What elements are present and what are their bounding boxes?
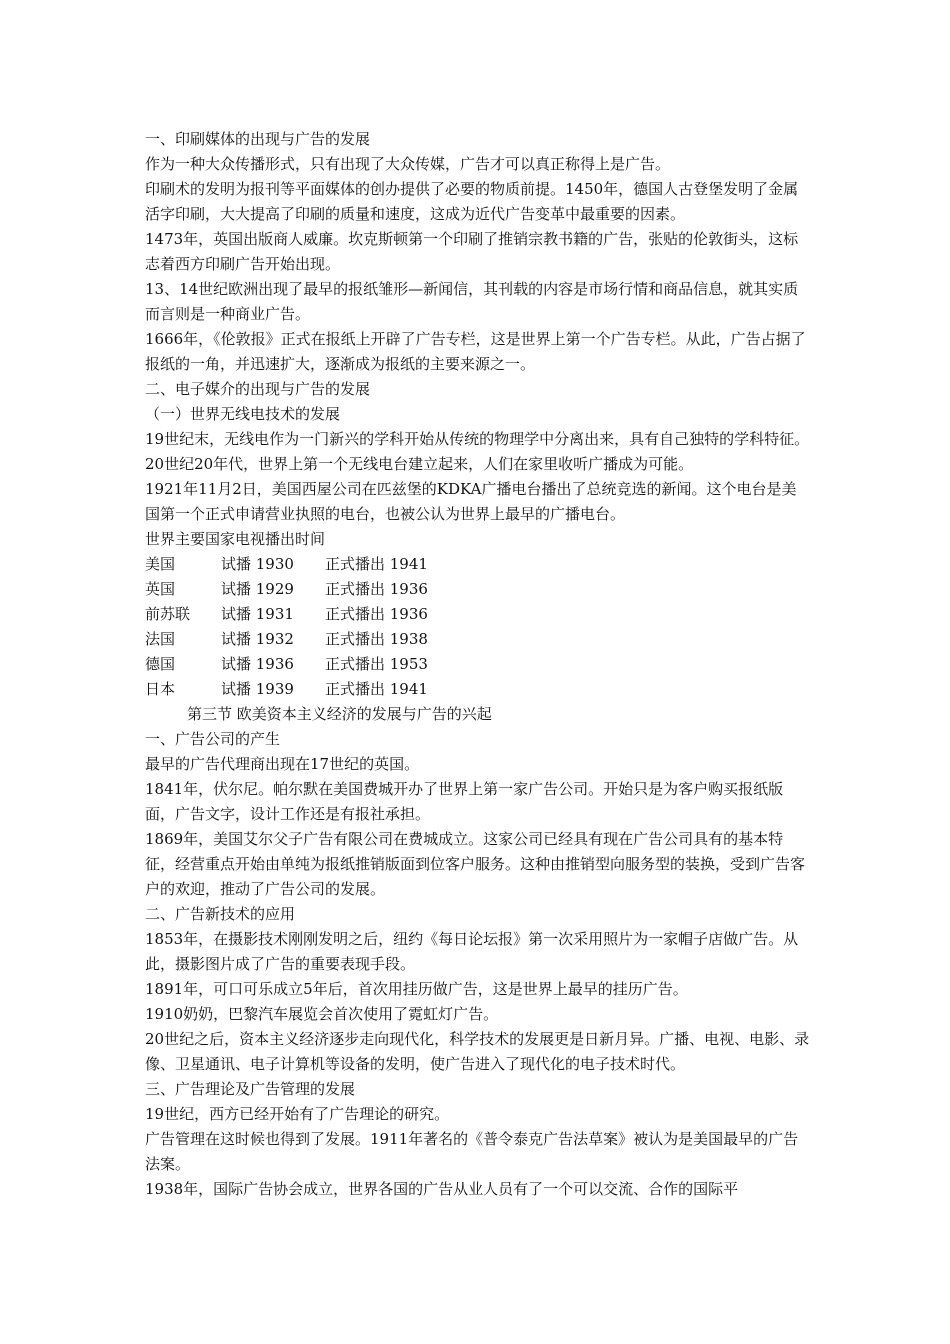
trial-cell: 试播 1930 [221, 555, 294, 573]
country-cell: 德国 [145, 655, 176, 673]
paragraph: 19世纪，西方已经开始有了广告理论的研究。 [145, 1105, 450, 1123]
document-page [145, 127, 810, 1202]
paragraph: 1841年，伏尔尼。帕尔默在美国费城开办了世界上第一家广告公司。开始只是为客户购买报纸版面，广告文字，设计工作还是有报社承担。 [145, 780, 784, 823]
country-cell: 美国 [145, 555, 176, 573]
table-row [145, 627, 485, 652]
paragraph: 1473年，英国出版商人威廉。坎克斯顿第一个印刷了推销宗教书籍的广告，张贴的伦敦街头，这标志着西方印刷广告开始出现。 [145, 230, 799, 273]
section-title: 第三节 欧美资本主义经济的发展与广告的兴起 [187, 705, 492, 723]
paragraph: 1910奶奶，巴黎汽车展览会首次使用了霓虹灯广告。 [145, 1005, 499, 1023]
table-row [145, 577, 485, 602]
paragraph: 广告管理在这时候也得到了发展。1911年著名的《普令泰克广告法草案》被认为是美国最早的广告法案。 [145, 1130, 799, 1173]
paragraph: 1666年，《伦敦报》正式在报纸上开辟了广告专栏，这是世界上第一个广告专栏。从此，广告占据了报纸的一角，并迅速扩大，逐渐成为报纸的主要来源之一。 [145, 330, 806, 373]
heading-electronic-media: 二、电子媒介的出现与广告的发展 [145, 380, 371, 398]
tv-broadcast-table [145, 552, 485, 702]
official-cell: 正式播出 1936 [325, 580, 428, 598]
table-row [145, 652, 485, 677]
trial-cell: 试播 1939 [221, 680, 294, 698]
trial-cell: 试播 1931 [221, 605, 294, 623]
official-cell: 正式播出 1938 [325, 630, 428, 648]
heading-print-media: 一、印刷媒体的出现与广告的发展 [145, 130, 371, 148]
paragraph: 印刷术的发明为报刊等平面媒体的创办提供了必要的物质前提。1450年，德国人古登堡发明了金属活字印刷，大大提高了印刷的质量和速度，这成为近代广告变革中最重要的因素。 [145, 180, 799, 223]
trial-cell: 试播 1929 [221, 580, 294, 598]
heading-theory-management: 三、广告理论及广告管理的发展 [145, 1080, 356, 1098]
country-cell: 法国 [145, 630, 176, 648]
paragraph: 作为一种大众传播形式，只有出现了大众传媒，广告才可以真正称得上是广告。 [145, 155, 671, 173]
official-cell: 正式播出 1953 [325, 655, 428, 673]
table-row [145, 602, 485, 627]
heading-new-tech: 二、广告新技术的应用 [145, 905, 296, 923]
paragraph: 1869年，美国艾尔父子广告有限公司在费城成立。这家公司已经具有现在广告公司具有的基本特征，经营重点开始由单纯为报纸推销版面到位客户服务。这种由推销型向服务型的装换，受到广告客户的欢迎，推动了广告公司的发展。 [145, 830, 806, 898]
table-row [145, 552, 485, 577]
paragraph: 20世纪之后，资本主义经济逐步走向现代化，科学技术的发展更是日新月异。广播、电视、电影、录像、卫星通讯、电子计算机等设备的发明，使广告进入了现代化的电子技术时代。 [145, 1030, 810, 1073]
trial-cell: 试播 1932 [221, 630, 294, 648]
official-cell: 正式播出 1941 [325, 555, 428, 573]
table-row [145, 677, 485, 702]
subheading-radio: （一）世界无线电技术的发展 [145, 405, 341, 423]
trial-cell: 试播 1936 [221, 655, 294, 673]
country-cell: 日本 [145, 680, 176, 698]
country-cell: 英国 [145, 580, 176, 598]
paragraph: 最早的广告代理商出现在17世纪的英国。 [145, 755, 420, 773]
country-cell: 前苏联 [145, 605, 191, 623]
table-caption: 世界主要国家电视播出时间 [145, 530, 326, 548]
paragraph: 20世纪20年代，世界上第一个无线电台建立起来，人们在家里收听广播成为可能。 [145, 455, 694, 473]
paragraph: 1853年，在摄影技术刚刚发明之后，纽约《每日论坛报》第一次采用照片为一家帽子店做广告。从此，摄影图片成了广告的重要表现手段。 [145, 930, 799, 973]
paragraph: 1921年11月2日，美国西屋公司在匹兹堡的KDKA广播电台播出了总统竞选的新闻。这个电台是美国第一个正式申请营业执照的电台，也被公认为世界上最早的广播电台。 [145, 480, 797, 523]
paragraph: 19世纪末，无线电作为一门新兴的学科开始从传统的物理学中分离出来，具有自己独特的学科特征。 [145, 430, 810, 448]
official-cell: 正式播出 1941 [325, 680, 428, 698]
paragraph: 13、14世纪欧洲出现了最早的报纸雏形—新闻信，其刊载的内容是市场行情和商品信息，就其实质而言则是一种商业广告。 [145, 280, 799, 323]
official-cell: 正式播出 1936 [325, 605, 428, 623]
heading-ad-agency: 一、广告公司的产生 [145, 730, 281, 748]
paragraph: 1938年，国际广告协会成立，世界各国的广告从业人员有了一个可以交流、合作的国际平 [145, 1180, 739, 1198]
paragraph: 1891年，可口可乐成立5年后，首次用挂历做广告，这是世界上最早的挂历广告。 [145, 980, 688, 998]
